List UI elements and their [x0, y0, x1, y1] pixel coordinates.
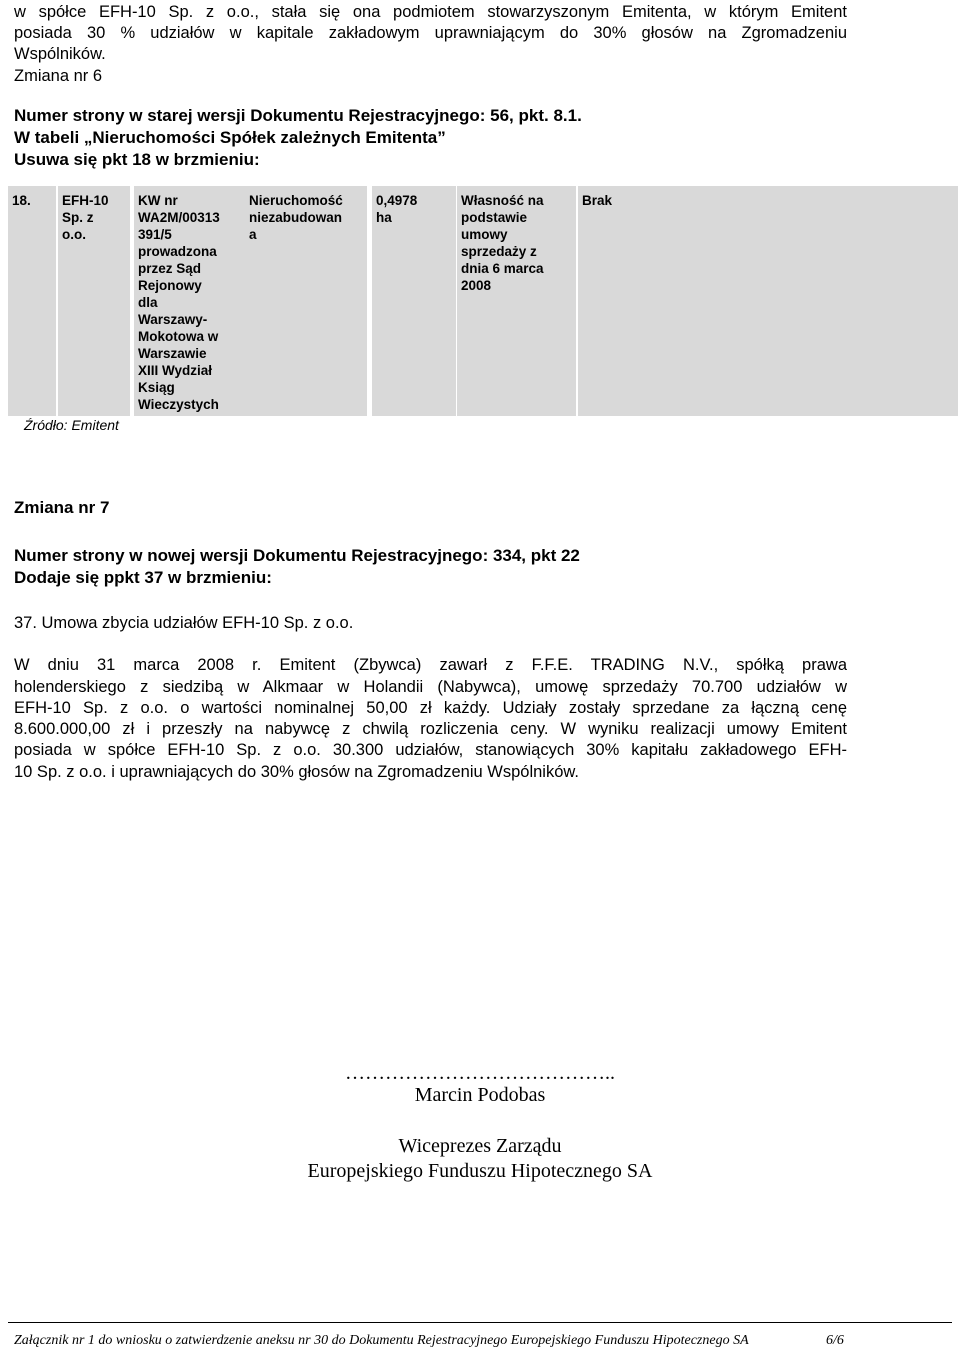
- table-source: Źródło: Emitent: [24, 417, 119, 433]
- cell-company: EFH-10 Sp. z o.o.: [58, 186, 130, 416]
- signatory-company: Europejskiego Funduszu Hipotecznego SA: [307, 1160, 653, 1182]
- cell-title: Własność na podstawie umowy sprzedaży z dnia 6 marca 2008: [457, 186, 576, 416]
- footer-divider: [8, 1322, 952, 1323]
- change-6-table-ref: W tabeli „Nieruchomości Spółek zależnych Emitenta”: [14, 128, 446, 147]
- para-line-6: 10 Sp. z o.o. i uprawniających do 30% głosów na Zgromadzeniu Wspólników.: [14, 763, 579, 781]
- para-line-2: holenderskiego z siedzibą w Alkmaar w Holandii (Nabywca), umowę sprzedaży 70.700 udziałów w: [14, 678, 847, 696]
- cell-area: 0,4978 ha: [372, 186, 456, 416]
- intro-line-2: posiada 30 % udziałów w kapitale zakładowym uprawniającym do 30% głosów na Zgromadzeniu: [14, 24, 847, 42]
- para-line-4: 8.600.000,00 zł i przeszły na nabywcę z chwilą rozliczenia ceny. W wyniku realizacji umowy Emitent: [14, 720, 847, 738]
- change-7-subtitle: 37. Umowa zbycia udziałów EFH-10 Sp. z o.o.: [14, 614, 354, 632]
- intro-line-3: Wspólników.: [14, 45, 106, 63]
- signatory-name: Marcin Podobas: [414, 1084, 546, 1106]
- page-number: 6/6: [826, 1333, 844, 1348]
- para-line-5: posiada w spółce EFH-10 Sp. z o.o. 30.300 udziałów, stanowiących 30% kapitału zakładowego EFH-: [14, 741, 847, 759]
- footer-text: Załącznik nr 1 do wniosku o zatwierdzenie aneksu nr 30 do Dokumentu Rejestracyjnego Europejskiego Funduszu Hipotecznego SA: [14, 1333, 749, 1348]
- cell-encumbrance: Brak: [578, 186, 958, 416]
- para-line-3: EFH-10 Sp. z o.o. o wartości nominalnej 50,00 zł każdy. Udziały zostały sprzedane za łączną cenę: [14, 699, 847, 717]
- cell-kw: KW nr WA2M/00313 391/5 prowadzona przez Sąd Rejonowy dla Warszawy- Mokotowa w Warszawie XIII Wydział Ksiąg Wieczystych: [134, 186, 248, 416]
- cell-type: Nieruchomość niezabudowan a: [245, 186, 367, 416]
- change-7-action: Dodaje się ppkt 37 w brzmieniu:: [14, 568, 272, 587]
- change-7-title: Zmiana nr 7: [14, 498, 110, 517]
- signature-dots: …………………………………..: [345, 1062, 615, 1084]
- intro-line-1: w spółce EFH-10 Sp. z o.o., stała się ona podmiotem stowarzyszonym Emitenta, w którym Emitent: [14, 3, 847, 21]
- signatory-role: Wiceprezes Zarządu: [398, 1135, 562, 1157]
- change-6-action: Usuwa się pkt 18 w brzmieniu:: [14, 150, 260, 169]
- para-line-1: W dniu 31 marca 2008 r. Emitent (Zbywca) zawarł z F.F.E. TRADING N.V., spółką prawa: [14, 656, 847, 674]
- change-6-page-ref: Numer strony w starej wersji Dokumentu Rejestracyjnego: 56, pkt. 8.1.: [14, 106, 582, 125]
- cell-number: 18.: [8, 186, 56, 416]
- change-7-page-ref: Numer strony w nowej wersji Dokumentu Rejestracyjnego: 334, pkt 22: [14, 546, 580, 565]
- change-6-title: Zmiana nr 6: [14, 67, 103, 85]
